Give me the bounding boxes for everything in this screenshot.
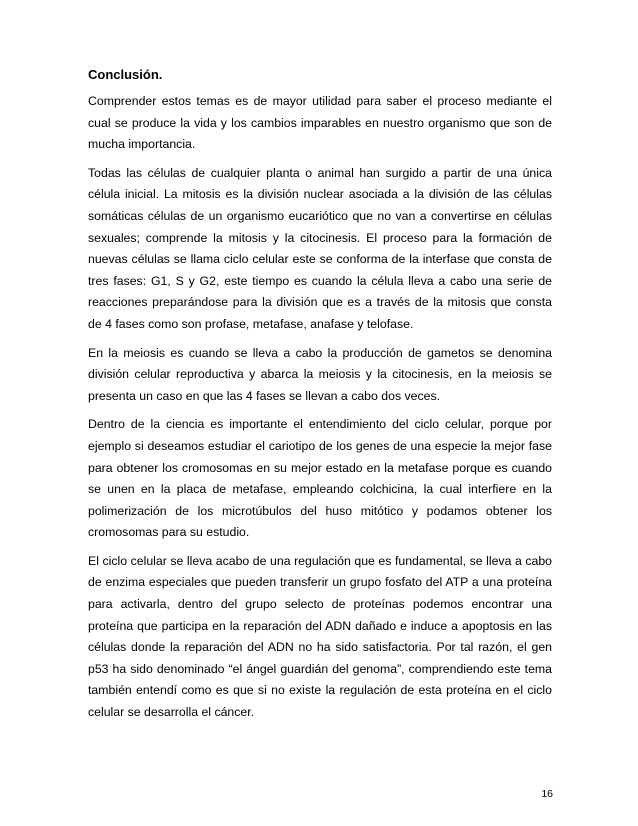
paragraph-2: Todas las células de cualquier planta o animal han surgido a partir de una única célula inicial. La mitosis es la división nuclear asociada a la división de las células somáticas células de un organismo eucariótico que no van a convertirse en células sexuales; comprende la mitosis y la citocinesis. El proceso para la formación de nuevas células se llama ciclo celular este se conforma de la interfase que consta de tres fases: G1, S y G2, este tiempo es cuando la célula lleva a cabo una serie de reacciones preparándose para la división que es a través de la mitosis que consta de 4 fases como son profase, metafase, anafase y telofase. <box>88 165 552 331</box>
paragraph-5: El ciclo celular se lleva acabo de una regulación que es fundamental, se lleva a cabo de enzima especiales que pueden transferir un grupo fosfato del ATP a una proteína para activarla, dentro del grupo selecto de proteínas podemos encontrar una proteína que participa en la reparación del ADN dañado e induce a apoptosis en las células donde la reparación del ADN no ha sido satisfactoria. Por tal razón, el gen p53 ha sido denominado “el ángel guardián del genoma”, comprendiendo este tema también entendí como es que si no existe la regulación de esta proteína en el ciclo celular se desarrolla el cáncer. <box>88 553 552 720</box>
paragraph-3: En la meiosis es cuando se lleva a cabo la producción de gametos se denomina división celular reproductiva y abarca la meiosis y la citocinesis, en la meiosis se presenta un caso en que las 4 fases se llevan a cabo dos veces. <box>88 345 552 403</box>
page-number: 16 <box>541 788 553 800</box>
paragraph-4: Dentro de la ciencia es importante el entendimiento del ciclo celular, porque por ejemplo si deseamos estudiar el cariotipo de los genes de una especie la mejor fase para obtener los cromosomas en su mejor estado en la metafase porque es cuando se unen en la placa de metafase, empleando colchicina, la cual interfiere en la polimerización de los microtúbulos del huso mitótico y podamos obtener los cromosomas para su estudio. <box>88 417 552 540</box>
page-content <box>88 66 552 731</box>
section-heading: Conclusión. <box>88 67 163 82</box>
paragraph-1: Comprender estos temas es de mayor utilidad para saber el proceso mediante el cual se produce la vida y los cambios imparables en nuestro organismo que son de mucha importancia. <box>88 94 552 152</box>
